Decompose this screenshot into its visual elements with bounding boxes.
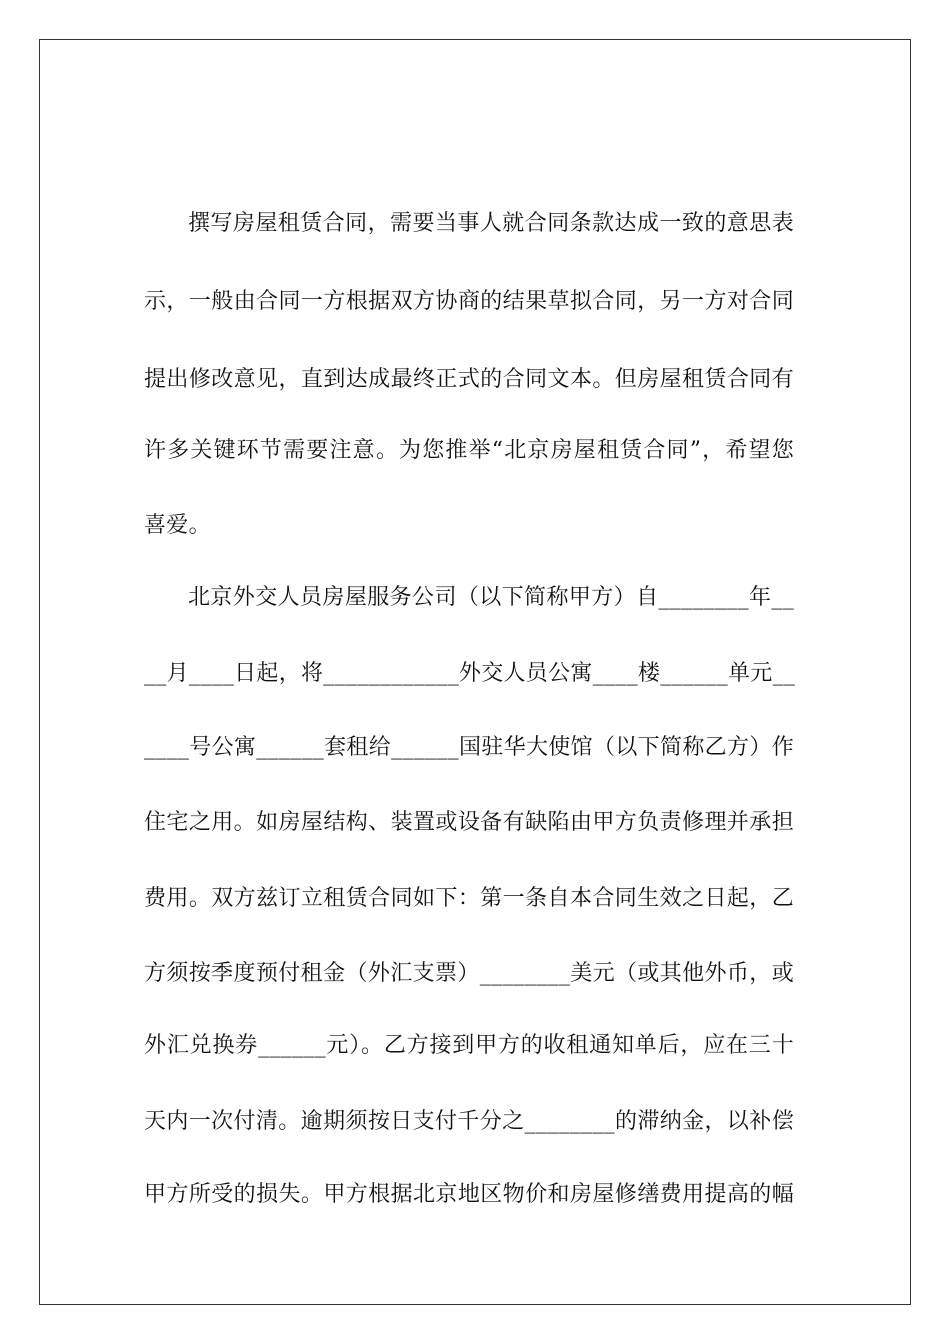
text-line: 北京外交人员房屋服务公司（以下简称甲方）自________年__ xyxy=(188,585,794,610)
text-line: 费用。双方兹订立租赁合同如下：第一条自本合同生效之日起，乙 xyxy=(144,886,794,911)
text-line: __月____日起，将____________外交人员公寓____楼______单元__ xyxy=(144,661,796,686)
text-line: 甲方所受的损失。甲方根据北京地区物价和房屋修缮费用提高的幅 xyxy=(144,1182,794,1207)
text-line: 喜爱。 xyxy=(144,513,211,538)
text-line: 方须按季度预付租金（外汇支票）________美元（或其他外币，或 xyxy=(144,961,794,986)
text-line: 住宅之用。如房屋结构、装置或设备有缺陷由甲方负责修理并承担 xyxy=(144,810,794,835)
text-line: 外汇兑换券______元）。乙方接到甲方的收租通知单后，应在三十 xyxy=(144,1033,794,1058)
text-line: 撰写房屋租赁合同，需要当事人就合同条款达成一致的意思表 xyxy=(188,211,794,236)
text-line: 提出修改意见，直到达成最终正式的合同文本。但房屋租赁合同有 xyxy=(144,367,794,392)
text-line: ____号公寓______套租给______国驻华大使馆（以下简称乙方）作 xyxy=(144,735,794,760)
text-line: 许多关键环节需要注意。为您推举“北京房屋租赁合同”，希望您 xyxy=(144,438,794,463)
text-line: 天内一次付清。逾期须按日支付千分之________的滞纳金，以补偿 xyxy=(144,1109,794,1134)
text-line: 示，一般由合同一方根据双方协商的结果草拟合同，另一方对合同 xyxy=(144,289,794,314)
